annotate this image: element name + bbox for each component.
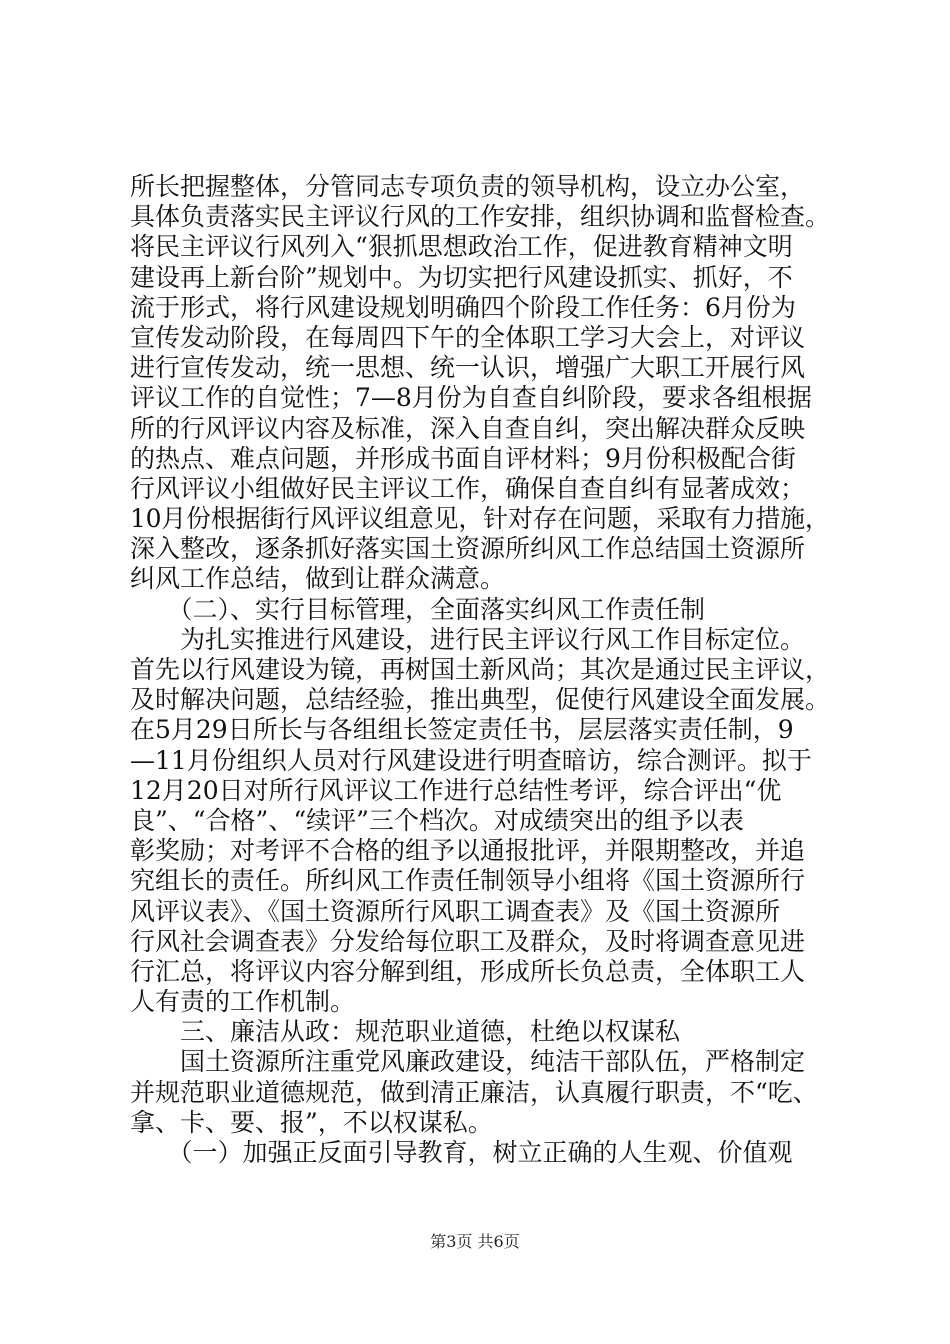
text-line: 宣传发动阶段，在每周四下午的全体职工学习大会上，对评议 bbox=[130, 322, 806, 352]
text-line: 所的行风评议内容及标准，深入自查自纠，突出解决群众反映 bbox=[130, 413, 806, 443]
text-line: 的热点、难点问题，并形成书面自评材料；9月份积极配合街 bbox=[130, 443, 796, 473]
page-footer: 第3页 共6页 bbox=[430, 1232, 520, 1251]
text-line: 将民主评议行风列入“狠抓思想政治工作，促进教育精神文明 bbox=[130, 232, 793, 262]
text-line: 国土资源所注重党风廉政建设，纯洁干部队伍，严格制定 bbox=[130, 1047, 806, 1077]
text-line: 并规范职业道德规范，做到清正廉洁，认真履行职责，不“吃、 bbox=[130, 1077, 818, 1107]
text-line: 行汇总，将评议内容分解到组，形成所长负总责，全体职工人 bbox=[130, 956, 806, 986]
text-line: 评议工作的自觉性；7—8月份为自查自纠阶段，要求各组根据 bbox=[130, 383, 812, 413]
text-line: 及时解决问题，总结经验，推出典型，促使行风建设全面发展。 bbox=[130, 685, 831, 715]
text-line: 具体负责落实民主评议行风的工作安排，组织协调和监督检查。 bbox=[130, 202, 831, 232]
text-line: 流于形式，将行风建设规划明确四个阶段工作任务：6月份为 bbox=[130, 292, 796, 322]
text-line: 行风评议小组做好民主评议工作，确保自查自纠有显著成效； bbox=[130, 473, 806, 503]
text-line: —11月份组织人员对行风建设进行明查暗访，综合测评。拟于 bbox=[130, 745, 812, 775]
text-line: 三、廉洁从政：规范职业道德，杜绝以权谋私 bbox=[130, 1017, 681, 1047]
text-line: 风评议表》、《国土资源所行风职工调查表》及《国土资源所 bbox=[130, 896, 781, 926]
text-line: 在5月29日所长与各组组长签定责任书，层层落实责任制，9 bbox=[130, 715, 794, 745]
text-line: 首先以行风建设为镜，再树国土新风尚；其次是通过民主评议， bbox=[130, 655, 831, 684]
text-line: 所长把握整体，分管同志专项负责的领导机构，设立办公室， bbox=[130, 172, 806, 201]
text-line: 究组长的责任。所纠风工作责任制领导小组将《国土资源所行 bbox=[130, 866, 806, 896]
text-line: 进行宣传发动，统一思想、统一认识，增强广大职工开展行风 bbox=[130, 353, 806, 383]
document-body bbox=[130, 172, 830, 1168]
text-line: 12月20日对所行风评议工作进行总结性考评，综合评出“优 bbox=[130, 775, 782, 805]
text-line: （一）加强正反面引导教育，树立正确的人生观、价值观 bbox=[130, 1138, 793, 1167]
text-line: 为扎实推进行风建设，进行民主评议行风工作目标定位。 bbox=[130, 624, 806, 654]
text-line: 建设再上新台阶”规划中。为切实把行风建设抓实、抓好，不 bbox=[130, 262, 793, 292]
text-line: （二）、实行目标管理，全面落实纠风工作责任制 bbox=[130, 594, 706, 624]
text-line: 10月份根据街行风评议组意见，针对存在问题，采取有力措施， bbox=[130, 504, 830, 534]
text-line: 拿、卡、要、报”，不以权谋私。 bbox=[130, 1107, 493, 1137]
text-line: 深入整改，逐条抓好落实国土资源所纠风工作总结国土资源所 bbox=[130, 534, 806, 564]
text-line: 行风社会调查表》分发给每位职工及群众，及时将调查意见进 bbox=[130, 926, 806, 956]
text-line: 彰奖励；对考评不合格的组予以通报批评，并限期整改，并追 bbox=[130, 836, 806, 866]
text-line: 人有责的工作机制。 bbox=[130, 987, 356, 1017]
text-line: 纠风工作总结，做到让群众满意。 bbox=[130, 564, 506, 594]
text-line: 良”、“合格”、“续评”三个档次。对成绩突出的组予以表 bbox=[130, 805, 744, 835]
